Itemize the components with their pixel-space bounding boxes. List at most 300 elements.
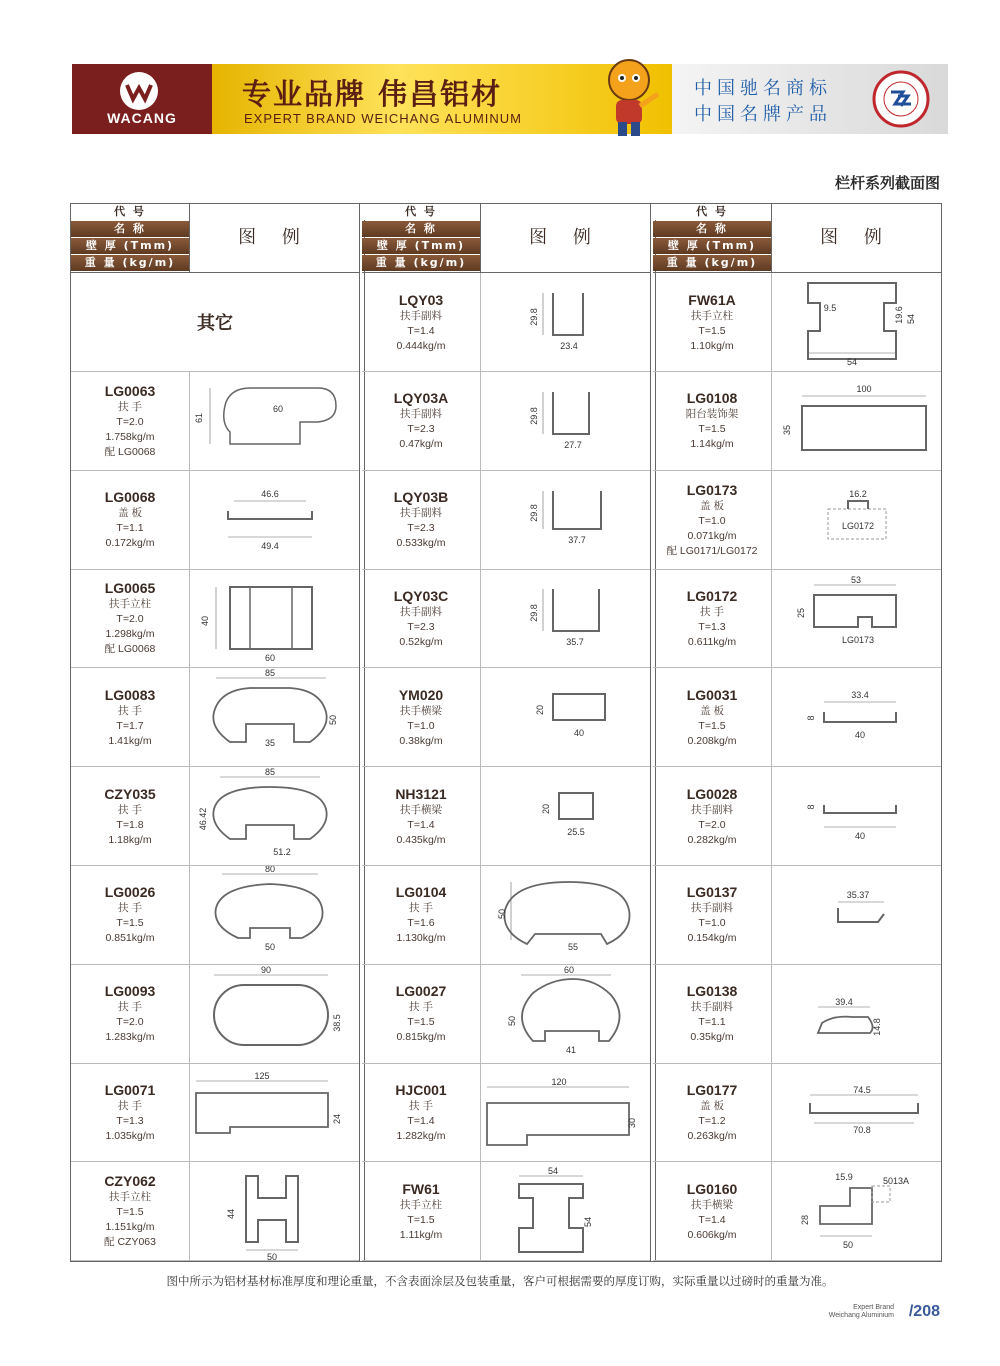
profile-row <box>653 866 941 965</box>
profile-spec-line: 扶手立柱 <box>109 598 151 611</box>
profile-spec-line: 1.130kg/m <box>396 932 446 945</box>
profile-section-drawing <box>481 965 650 1063</box>
profile-spec-line: 0.52kg/m <box>399 635 443 648</box>
dimension-label: 61 <box>194 412 204 423</box>
dimension-label: 8 <box>806 804 816 810</box>
header-figure-label: 图 例 <box>820 227 892 248</box>
catalog-column <box>362 204 650 1261</box>
profile-spec-line: 0.851kg/m <box>105 932 155 945</box>
profile-spec-line: 0.154kg/m <box>687 932 737 945</box>
profile-spec-line: 扶 手 <box>118 1001 142 1014</box>
profile-spec-line: 盖 板 <box>700 499 724 512</box>
dimension-label: 100 <box>856 383 872 394</box>
profile-info <box>71 1063 190 1161</box>
profile-spec-line: T=1.7 <box>116 719 144 732</box>
profile-code: LG0160 <box>686 1180 738 1197</box>
profile-code: LG0083 <box>104 686 156 703</box>
profile-section-drawing <box>481 471 650 569</box>
dimension-label: 40 <box>573 728 585 739</box>
header-code-label: 代 号 <box>653 204 771 220</box>
profile-spec-line: 1.282kg/m <box>396 1129 446 1142</box>
profile-figure <box>481 273 650 371</box>
profile-section-drawing <box>772 866 941 964</box>
dimension-label: 25 <box>796 608 806 619</box>
dimension-label: 60 <box>264 653 276 664</box>
profile-spec-line: 扶 手 <box>700 605 724 618</box>
tiger-mascot-icon <box>592 56 666 140</box>
profile-spec-line: 扶手副料 <box>400 507 442 520</box>
profile-spec-line: 0.35kg/m <box>690 1031 734 1044</box>
profile-spec-line: 配 LG0068 <box>104 643 156 656</box>
profile-info <box>653 471 772 569</box>
header-field-labels <box>653 204 772 272</box>
profile-row <box>362 569 650 668</box>
profile-spec-line: 扶手横梁 <box>400 704 442 717</box>
header-banner <box>72 64 948 134</box>
profile-row <box>71 866 359 965</box>
dimension-label: 50 <box>497 908 507 919</box>
profile-section-drawing <box>772 965 941 1063</box>
profile-spec-line: T=2.0 <box>698 818 726 831</box>
profile-figure <box>772 1063 941 1161</box>
profile-info <box>362 1162 481 1260</box>
dimension-label: 37.7 <box>568 534 586 545</box>
dimension-label: 8 <box>806 715 816 721</box>
profile-info <box>71 1162 190 1260</box>
profile-spec-line: 0.071kg/m <box>687 529 737 542</box>
profile-section-drawing <box>772 767 941 865</box>
header-name-label: 名 称 <box>653 221 771 237</box>
profile-spec-line: 配 LG0171/LG0172 <box>666 544 758 557</box>
dimension-label: 15.9 <box>835 1172 853 1183</box>
profile-spec-line: 扶 手 <box>409 1099 433 1112</box>
profile-figure <box>190 1063 359 1161</box>
profile-spec-line: T=1.3 <box>116 1114 144 1127</box>
profile-spec-line: T=1.8 <box>116 818 144 831</box>
dimension-label: 35 <box>782 424 792 435</box>
profile-spec-line: T=1.0 <box>698 917 726 930</box>
profile-info <box>653 1162 772 1260</box>
dimension-label: 25.5 <box>567 827 585 837</box>
profile-spec-line: T=1.5 <box>116 917 144 930</box>
profile-section-drawing <box>481 1162 650 1260</box>
profile-info <box>71 471 190 569</box>
profile-code: HJC001 <box>395 1081 447 1098</box>
dimension-label: 29.8 <box>529 407 539 425</box>
dimension-label: 39.4 <box>835 996 853 1007</box>
dimension-label: 50 <box>264 941 276 952</box>
profile-row <box>71 372 359 471</box>
profile-section-drawing <box>190 1162 359 1260</box>
profile-spec-line: 1.14kg/m <box>690 438 734 451</box>
profile-info <box>71 965 190 1063</box>
profile-code: LG0177 <box>686 1081 738 1098</box>
profile-spec-line: 0.611kg/m <box>687 635 737 648</box>
profile-code: CZY062 <box>104 1173 156 1190</box>
dimension-label: 80 <box>264 865 276 874</box>
dimension-label: 54 <box>547 1166 559 1177</box>
profile-spec-line: 配 LG0068 <box>104 445 156 458</box>
series-title: 栏杆系列截面图 <box>834 174 940 192</box>
profile-spec-line: T=1.0 <box>698 514 726 527</box>
profile-info <box>362 273 481 371</box>
profile-spec-line: 扶手横梁 <box>691 1198 733 1211</box>
page-number: /208 <box>908 1303 940 1320</box>
profile-spec-line: T=1.0 <box>407 719 435 732</box>
other-cell <box>71 273 359 371</box>
profile-section-drawing <box>772 668 941 766</box>
profile-spec-line: 1.283kg/m <box>105 1031 155 1044</box>
profile-spec-line: 扶手立柱 <box>691 309 733 322</box>
profile-code: LQY03C <box>393 587 449 604</box>
profile-code: FW61 <box>402 1180 440 1197</box>
profile-section-drawing <box>190 1063 359 1161</box>
profile-spec-line: 1.758kg/m <box>105 430 155 443</box>
slogan-english: EXPERT BRAND WEICHANG ALUMINUM <box>244 111 523 126</box>
profile-figure <box>772 1162 941 1260</box>
dimension-label: 40 <box>854 730 866 741</box>
profile-row <box>362 1162 650 1261</box>
profile-spec-line: 扶 手 <box>118 803 142 816</box>
profile-spec-line: T=1.5 <box>698 423 726 436</box>
dimension-label: 50 <box>266 1252 278 1261</box>
profile-spec-line: T=1.1 <box>116 522 144 535</box>
profile-spec-line: 0.815kg/m <box>396 1031 446 1044</box>
profile-section-drawing <box>772 1063 941 1161</box>
slogan-chinese: 专业品牌 伟昌铝材 <box>242 77 503 111</box>
profile-spec-line: T=1.6 <box>407 917 435 930</box>
profile-row <box>653 372 941 471</box>
profile-row <box>653 471 941 570</box>
header-wall-label: 壁 厚 (Tmm) <box>71 238 189 254</box>
dimension-label: 54 <box>906 313 916 325</box>
profile-figure <box>481 866 650 964</box>
profile-spec-line: 扶手副料 <box>691 803 733 816</box>
dimension-label: 29.8 <box>529 604 539 623</box>
dimension-label: 54 <box>583 1217 593 1228</box>
profile-figure <box>190 668 359 766</box>
profile-section-drawing <box>772 372 941 470</box>
dimension-label: 55 <box>567 941 579 952</box>
profile-spec-line: 0.263kg/m <box>687 1129 737 1142</box>
profile-code: LG0071 <box>104 1081 156 1098</box>
profile-info <box>71 866 190 964</box>
profile-spec-line: T=1.1 <box>698 1016 726 1029</box>
header-name-label: 名 称 <box>362 221 480 237</box>
profile-code: LG0026 <box>104 884 156 901</box>
profile-code: LG0031 <box>686 686 738 703</box>
dimension-label: 20 <box>535 705 545 716</box>
profile-section-drawing <box>481 273 650 371</box>
footnote: 图中所示为铝材基材标准厚度和理论重量，不含表面涂层及包装重量，客户可根据需要的厚度订购，实际重量以过磅时的重量为准。 <box>166 1274 834 1288</box>
profile-row <box>653 767 941 866</box>
dimension-label: 44 <box>226 1209 236 1220</box>
profile-section-drawing <box>772 273 941 371</box>
profile-row <box>362 866 650 965</box>
profile-info <box>362 965 481 1063</box>
profile-figure <box>481 569 650 667</box>
column-header <box>71 204 359 273</box>
profile-spec-line: 扶手立柱 <box>109 1191 151 1204</box>
profile-row <box>71 273 359 372</box>
wacang-logo-icon <box>120 72 158 110</box>
profile-spec-line: 0.533kg/m <box>396 537 446 550</box>
dimension-label: 14.8 <box>872 1017 882 1036</box>
profile-section-drawing <box>481 767 650 865</box>
profile-spec-line: T=1.4 <box>407 1114 435 1127</box>
profile-code: CZY035 <box>104 785 156 802</box>
dimension-label: 120 <box>551 1077 567 1088</box>
honor-famous-brand: 中国名牌产品 <box>694 104 832 125</box>
profile-info <box>653 767 772 865</box>
profile-figure <box>190 965 359 1063</box>
header-weight-label: 重 量 (kg/m) <box>71 255 189 271</box>
profile-figure <box>772 372 941 470</box>
profile-spec-line: T=1.2 <box>698 1114 726 1127</box>
profile-section-drawing <box>190 668 359 766</box>
dimension-label: LG0172 <box>841 520 875 531</box>
profile-code: LG0065 <box>104 580 156 597</box>
profile-spec-line: 扶 手 <box>118 400 142 413</box>
profile-info <box>653 668 772 766</box>
profile-section-drawing <box>481 1063 650 1161</box>
profile-figure <box>772 767 941 865</box>
dimension-label: 5013A <box>882 1176 910 1187</box>
header-figure-label: 图 例 <box>238 227 310 248</box>
dimension-label: 53 <box>850 575 862 586</box>
profile-spec-line: 0.282kg/m <box>687 833 737 846</box>
profile-spec-line: T=1.5 <box>116 1206 144 1219</box>
dimension-label: 20 <box>541 803 551 815</box>
profile-spec-line: T=1.4 <box>407 324 435 337</box>
profile-spec-line: 扶 手 <box>409 1001 433 1014</box>
profile-section-drawing <box>772 1162 941 1260</box>
profile-spec-line: T=2.3 <box>407 423 435 436</box>
profile-figure <box>481 1162 650 1260</box>
profile-info <box>653 965 772 1063</box>
profile-spec-line: 0.444kg/m <box>396 339 446 352</box>
profile-figure <box>481 767 650 865</box>
profile-section-drawing <box>190 767 359 865</box>
dimension-label: 33.4 <box>851 690 869 701</box>
dimension-label: 40 <box>854 831 866 841</box>
profile-section-drawing <box>190 372 359 470</box>
profile-info <box>362 569 481 667</box>
profile-spec-line: 扶 手 <box>118 902 142 915</box>
profile-figure <box>481 372 650 470</box>
profile-spec-line: 盖 板 <box>700 1099 724 1112</box>
profile-section-drawing <box>481 372 650 470</box>
profile-code: LG0068 <box>104 489 156 506</box>
dimension-label: 29.8 <box>529 308 539 326</box>
page-number-block <box>820 1303 942 1327</box>
profile-figure <box>772 471 941 569</box>
profile-spec-line: 盖 板 <box>118 507 142 520</box>
profile-info <box>71 569 190 667</box>
header-code-label: 代 号 <box>71 204 189 220</box>
profile-spec-line: 1.298kg/m <box>105 628 155 641</box>
profile-row <box>362 1063 650 1162</box>
profile-row <box>362 965 650 1064</box>
profile-spec-line: 阳台装饰架 <box>685 408 739 421</box>
header-wall-label: 壁 厚 (Tmm) <box>653 238 771 254</box>
profile-row <box>653 965 941 1064</box>
profile-spec-line: 扶手横梁 <box>400 803 442 816</box>
profile-code: LG0093 <box>104 983 156 1000</box>
profile-row <box>71 569 359 668</box>
brand-name: WACANG <box>107 110 177 126</box>
profile-section-drawing <box>772 569 941 667</box>
dimension-label: 35.37 <box>846 889 870 900</box>
dimension-label: 74.5 <box>853 1085 871 1096</box>
profile-row <box>71 1063 359 1162</box>
profile-code: LG0028 <box>686 785 738 802</box>
other-label: 其它 <box>197 313 233 334</box>
profile-catalog-table <box>70 203 942 1262</box>
profile-code: LG0027 <box>395 983 447 1000</box>
profile-code: LG0104 <box>395 884 447 901</box>
header-weight-label: 重 量 (kg/m) <box>362 255 480 271</box>
profile-spec-line: 配 CZY063 <box>104 1236 156 1249</box>
dimension-label: 54 <box>846 357 858 367</box>
profile-spec-line: T=1.5 <box>698 719 726 732</box>
dimension-label: 46.6 <box>261 488 279 499</box>
profile-row <box>362 471 650 570</box>
profile-spec-line: 0.435kg/m <box>396 833 446 846</box>
profile-figure <box>481 1063 650 1161</box>
profile-section-drawing <box>481 569 650 667</box>
profile-row <box>653 668 941 767</box>
profile-section-drawing <box>190 866 359 964</box>
dimension-label: 19.6 <box>894 306 904 324</box>
dimension-label: 60 <box>272 403 284 414</box>
profile-spec-line: 0.606kg/m <box>687 1228 737 1241</box>
profile-figure <box>772 273 941 371</box>
profile-code: YM020 <box>398 686 444 703</box>
profile-info <box>362 767 481 865</box>
profile-row <box>362 767 650 866</box>
profile-row <box>71 471 359 570</box>
dimension-label: 125 <box>254 1071 270 1082</box>
page-label: Expert Brand Weichang Aluminium <box>828 1304 894 1319</box>
column-header <box>362 204 650 273</box>
profile-info <box>71 668 190 766</box>
profile-spec-line: T=2.0 <box>116 1016 144 1029</box>
header-code-label: 代 号 <box>362 204 480 220</box>
profile-info <box>362 668 481 766</box>
profile-spec-line: 扶手副料 <box>400 605 442 618</box>
profile-spec-line: 1.11kg/m <box>399 1228 443 1241</box>
profile-spec-line: 1.151kg/m <box>105 1221 155 1234</box>
profile-figure <box>772 569 941 667</box>
dimension-label: 38.5 <box>332 1013 342 1032</box>
header-wall-label: 壁 厚 (Tmm) <box>362 238 480 254</box>
header-field-labels <box>71 204 190 272</box>
profile-spec-line: T=1.5 <box>407 1213 435 1226</box>
dimension-label: 51.2 <box>273 847 291 857</box>
profile-spec-line: 1.035kg/m <box>105 1129 155 1142</box>
header-field-labels <box>362 204 481 272</box>
profile-spec-line: 0.47kg/m <box>399 438 443 451</box>
profile-spec-line: 扶手副料 <box>691 1001 733 1014</box>
profile-section-drawing <box>190 569 359 667</box>
dimension-label: 70.8 <box>853 1125 871 1136</box>
profile-spec-line: 扶 手 <box>118 704 142 717</box>
profile-figure <box>190 569 359 667</box>
dimension-label: 28 <box>800 1215 810 1226</box>
header-figure-label: 图 例 <box>529 227 601 248</box>
dimension-label: 85 <box>264 668 276 679</box>
profile-section-drawing <box>481 668 650 766</box>
profile-row <box>71 1162 359 1261</box>
profile-spec-line: T=1.4 <box>698 1213 726 1226</box>
profile-row <box>653 1162 941 1261</box>
profile-code: LQY03 <box>398 291 444 308</box>
profile-row <box>71 965 359 1064</box>
column-header <box>653 204 941 273</box>
profile-spec-line: 扶手副料 <box>400 309 442 322</box>
profile-info <box>71 767 190 865</box>
dimension-label: 16.2 <box>849 488 867 499</box>
profile-code: LQY03A <box>393 390 449 407</box>
dimension-label: 9.5 <box>823 303 837 313</box>
profile-figure <box>481 668 650 766</box>
profile-row <box>71 668 359 767</box>
profile-figure <box>772 965 941 1063</box>
dimension-label: LG0173 <box>841 635 875 646</box>
china-top-brand-seal-icon <box>868 70 934 128</box>
profile-row <box>71 767 359 866</box>
profile-spec-line: T=1.5 <box>407 1016 435 1029</box>
profile-info <box>362 372 481 470</box>
header-weight-label: 重 量 (kg/m) <box>653 255 771 271</box>
profile-figure <box>190 372 359 470</box>
header-name-label: 名 称 <box>71 221 189 237</box>
profile-code: LG0172 <box>686 587 738 604</box>
profile-row <box>653 1063 941 1162</box>
profile-spec-line: 扶手副料 <box>400 408 442 421</box>
dimension-label: 27.7 <box>564 439 582 450</box>
profile-figure <box>190 866 359 964</box>
profile-spec-line: T=1.3 <box>698 620 726 633</box>
dimension-label: 40 <box>200 616 210 627</box>
dimension-label: 23.4 <box>560 341 578 351</box>
profile-info <box>653 866 772 964</box>
profile-code: LG0063 <box>104 382 156 399</box>
profile-info <box>653 569 772 667</box>
profile-code: FW61A <box>688 291 736 308</box>
dimension-label: 35.7 <box>566 637 584 648</box>
profile-spec-line: 盖 板 <box>700 704 724 717</box>
profile-row <box>653 273 941 372</box>
profile-figure <box>190 767 359 865</box>
dimension-label: 46.42 <box>198 807 208 831</box>
profile-row <box>362 273 650 372</box>
profile-figure <box>190 471 359 569</box>
brand-block <box>72 64 212 134</box>
profile-info <box>653 372 772 470</box>
profile-figure <box>772 668 941 766</box>
dimension-label: 30 <box>627 1118 637 1129</box>
dimension-label: 50 <box>328 715 338 726</box>
dimension-label: 85 <box>264 767 276 777</box>
catalog-column <box>71 204 359 1261</box>
profile-spec-line: 1.41kg/m <box>108 734 152 747</box>
profile-spec-line: 扶 手 <box>409 902 433 915</box>
profile-figure <box>190 1162 359 1260</box>
profile-info <box>653 273 772 371</box>
profile-spec-line: 0.172kg/m <box>105 537 155 550</box>
